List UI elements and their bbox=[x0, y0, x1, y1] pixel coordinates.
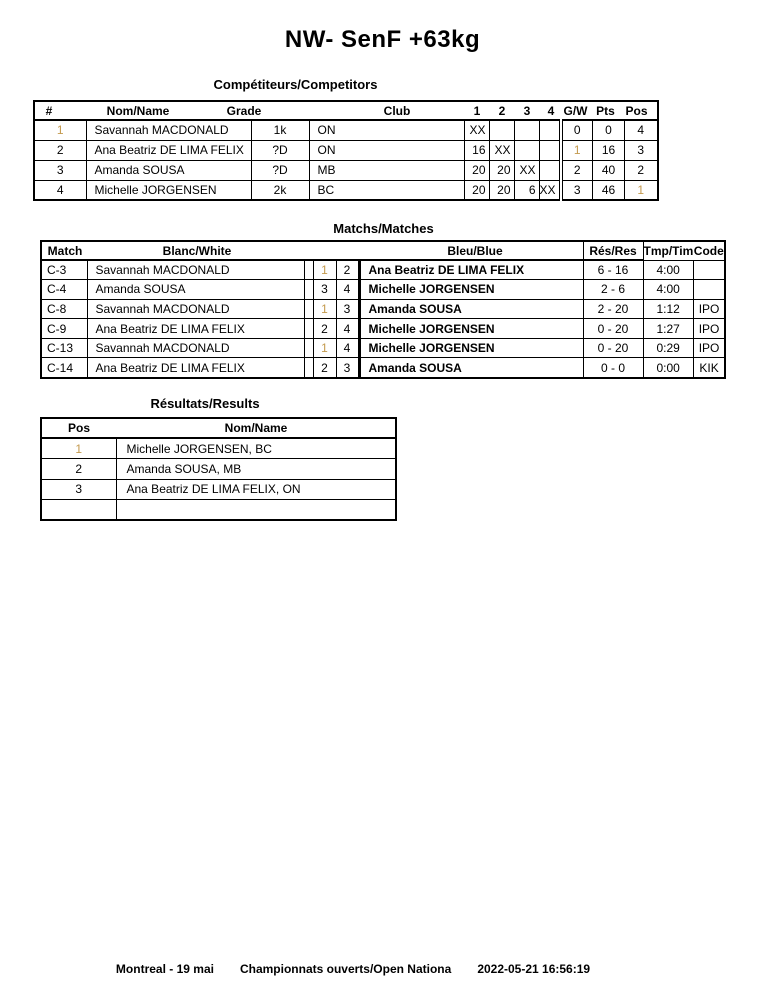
white-competitor-number: 2 bbox=[313, 319, 336, 339]
competitor-grade: 2k bbox=[251, 180, 309, 200]
competitors-header-left bbox=[34, 101, 561, 120]
match-time: 0:29 bbox=[643, 338, 693, 358]
white-competitor-number: 1 bbox=[313, 338, 336, 358]
col-header-name: Nom/Name bbox=[106, 103, 170, 118]
competitors-table bbox=[33, 100, 659, 201]
round1-result: 16 bbox=[464, 140, 489, 160]
white-competitor-name: Amanda SOUSA bbox=[87, 280, 304, 300]
round2-result: XX bbox=[489, 140, 514, 160]
round2-result: 20 bbox=[489, 160, 514, 180]
blue-competitor-number: 3 bbox=[336, 299, 359, 319]
col-header-wins: G/W bbox=[563, 103, 588, 118]
wins-count: 2 bbox=[561, 160, 593, 180]
wins-count: 1 bbox=[561, 140, 593, 160]
match-score: 0 - 20 bbox=[583, 319, 643, 339]
match-code bbox=[693, 260, 725, 280]
result-position bbox=[41, 500, 116, 521]
col-header-time: Tmp/Tim bbox=[643, 243, 694, 258]
match-row bbox=[41, 338, 725, 358]
matches-table bbox=[40, 240, 726, 379]
blue-competitor-name: Michelle JORGENSEN bbox=[359, 319, 583, 339]
white-competitor-number: 3 bbox=[313, 280, 336, 300]
competitor-row bbox=[34, 120, 658, 140]
white-competitor-name: Ana Beatriz DE LIMA FELIX bbox=[87, 358, 304, 378]
results-section-title: Résultats/Results bbox=[150, 396, 260, 411]
spacer-cell bbox=[304, 319, 313, 339]
col-header-blue: Bleu/Blue bbox=[447, 243, 503, 258]
match-score: 6 - 16 bbox=[583, 260, 643, 280]
white-competitor-number: 1 bbox=[313, 260, 336, 280]
match-score: 2 - 20 bbox=[583, 299, 643, 319]
wins-count: 3 bbox=[561, 180, 593, 200]
points-total: 16 bbox=[593, 140, 625, 160]
competitor-number: 2 bbox=[34, 140, 86, 160]
final-position: 3 bbox=[625, 140, 658, 160]
blue-competitor-name: Michelle JORGENSEN bbox=[359, 338, 583, 358]
blue-competitor-number: 3 bbox=[336, 358, 359, 378]
points-total: 40 bbox=[593, 160, 625, 180]
competitor-row bbox=[34, 180, 658, 200]
round1-result: XX bbox=[464, 120, 489, 140]
competitor-grade: 1k bbox=[251, 120, 309, 140]
spacer-cell bbox=[304, 299, 313, 319]
match-row bbox=[41, 260, 725, 280]
col-header-number: # bbox=[45, 103, 53, 118]
page-footer bbox=[0, 962, 706, 976]
match-score: 2 - 6 bbox=[583, 280, 643, 300]
round3-result: 6 bbox=[514, 180, 539, 200]
match-id: C-4 bbox=[41, 280, 87, 300]
match-time: 4:00 bbox=[643, 260, 693, 280]
result-position: 2 bbox=[41, 459, 116, 480]
competitor-club: ON bbox=[309, 120, 464, 140]
match-id: C-13 bbox=[41, 338, 87, 358]
match-time: 1:12 bbox=[643, 299, 693, 319]
round4-result: XX bbox=[539, 180, 561, 200]
white-competitor-number: 1 bbox=[313, 299, 336, 319]
blue-competitor-name: Ana Beatriz DE LIMA FELIX bbox=[359, 260, 583, 280]
col-header-points: Pts bbox=[596, 103, 615, 118]
wins-count: 0 bbox=[561, 120, 593, 140]
competitor-number: 4 bbox=[34, 180, 86, 200]
white-competitor-name: Savannah MACDONALD bbox=[87, 338, 304, 358]
competitors-header-row bbox=[34, 101, 658, 120]
white-competitor-name: Ana Beatriz DE LIMA FELIX bbox=[87, 319, 304, 339]
round2-result bbox=[489, 120, 514, 140]
competitor-name: Ana Beatriz DE LIMA FELIX bbox=[86, 140, 251, 160]
white-competitor-number: 2 bbox=[313, 358, 336, 378]
col-header-position: Pos bbox=[625, 103, 648, 118]
match-row bbox=[41, 319, 725, 339]
match-code: IPO bbox=[693, 299, 725, 319]
competitor-name: Amanda SOUSA bbox=[86, 160, 251, 180]
spacer-cell bbox=[304, 280, 313, 300]
match-time: 0:00 bbox=[643, 358, 693, 378]
competitor-club: MB bbox=[309, 160, 464, 180]
final-position: 4 bbox=[625, 120, 658, 140]
round1-result: 20 bbox=[464, 180, 489, 200]
col-header-name bbox=[116, 418, 396, 438]
round1-result: 20 bbox=[464, 160, 489, 180]
final-position: 2 bbox=[625, 160, 658, 180]
result-name bbox=[116, 500, 396, 521]
match-score: 0 - 0 bbox=[583, 358, 643, 378]
competitors-header-right bbox=[561, 101, 658, 120]
white-competitor-name: Savannah MACDONALD bbox=[87, 299, 304, 319]
round4-result bbox=[539, 140, 561, 160]
result-row bbox=[41, 479, 396, 500]
col-header-match: Match bbox=[47, 243, 83, 258]
col-header-round3: 3 bbox=[523, 103, 531, 118]
match-code: IPO bbox=[693, 319, 725, 339]
final-position: 1 bbox=[625, 180, 658, 200]
match-row bbox=[41, 299, 725, 319]
round3-result bbox=[514, 120, 539, 140]
results-header-row bbox=[41, 418, 396, 438]
result-name: Michelle JORGENSEN, BC bbox=[116, 438, 396, 459]
blue-competitor-number: 2 bbox=[336, 260, 359, 280]
competitor-row bbox=[34, 160, 658, 180]
result-position: 3 bbox=[41, 479, 116, 500]
match-score: 0 - 20 bbox=[583, 338, 643, 358]
match-code: IPO bbox=[693, 338, 725, 358]
match-code bbox=[693, 280, 725, 300]
matches-section-title: Matchs/Matches bbox=[333, 221, 434, 236]
matches-header-left bbox=[41, 241, 583, 260]
result-row bbox=[41, 438, 396, 459]
result-name: Amanda SOUSA, MB bbox=[116, 459, 396, 480]
points-total: 0 bbox=[593, 120, 625, 140]
footer-timestamp: 2022-05-21 16:56:19 bbox=[477, 962, 591, 976]
competitor-grade: ?D bbox=[251, 140, 309, 160]
col-header-round4: 4 bbox=[547, 103, 555, 118]
col-header-white: Blanc/White bbox=[162, 243, 232, 258]
footer-location-date: Montreal - 19 mai bbox=[115, 962, 214, 976]
competitor-name: Michelle JORGENSEN bbox=[86, 180, 251, 200]
competitor-club: BC bbox=[309, 180, 464, 200]
competitor-row bbox=[34, 140, 658, 160]
match-code: KIK bbox=[693, 358, 725, 378]
points-total: 46 bbox=[593, 180, 625, 200]
round3-result bbox=[514, 140, 539, 160]
round3-result: XX bbox=[514, 160, 539, 180]
col-header-grade: Grade bbox=[226, 103, 262, 118]
match-id: C-9 bbox=[41, 319, 87, 339]
result-position: 1 bbox=[41, 438, 116, 459]
blue-competitor-name: Michelle JORGENSEN bbox=[359, 280, 583, 300]
competitor-grade: ?D bbox=[251, 160, 309, 180]
results-name-label: Nom/Name bbox=[224, 421, 288, 435]
round2-result: 20 bbox=[489, 180, 514, 200]
col-header-code: Code bbox=[693, 243, 724, 258]
competitor-number: 3 bbox=[34, 160, 86, 180]
col-header-round1: 1 bbox=[473, 103, 481, 118]
competitor-number: 1 bbox=[34, 120, 86, 140]
competitor-name: Savannah MACDONALD bbox=[86, 120, 251, 140]
result-name: Ana Beatriz DE LIMA FELIX, ON bbox=[116, 479, 396, 500]
page-title: NW- SenF +63kg bbox=[284, 26, 481, 53]
match-row bbox=[41, 358, 725, 378]
results-pos-label: Pos bbox=[67, 421, 91, 435]
results-table bbox=[40, 417, 397, 521]
blue-competitor-name: Amanda SOUSA bbox=[359, 358, 583, 378]
match-id: C-3 bbox=[41, 260, 87, 280]
result-row bbox=[41, 459, 396, 480]
col-header-result: Rés/Res bbox=[583, 241, 643, 260]
col-header-club: Club bbox=[383, 103, 411, 118]
match-id: C-8 bbox=[41, 299, 87, 319]
competitor-club: ON bbox=[309, 140, 464, 160]
white-competitor-name: Savannah MACDONALD bbox=[87, 260, 304, 280]
spacer-cell bbox=[304, 260, 313, 280]
col-header-position bbox=[41, 418, 116, 438]
col-header-round2: 2 bbox=[498, 103, 506, 118]
matches-header-row bbox=[41, 241, 725, 260]
match-id: C-14 bbox=[41, 358, 87, 378]
blue-competitor-number: 4 bbox=[336, 280, 359, 300]
blue-competitor-name: Amanda SOUSA bbox=[359, 299, 583, 319]
blue-competitor-number: 4 bbox=[336, 319, 359, 339]
match-row bbox=[41, 280, 725, 300]
spacer-cell bbox=[304, 338, 313, 358]
competitors-section-title: Compétiteurs/Competitors bbox=[213, 77, 378, 92]
match-time: 4:00 bbox=[643, 280, 693, 300]
footer-event-name: Championnats ouverts/Open Nationa bbox=[239, 962, 452, 976]
spacer-cell bbox=[304, 358, 313, 378]
round4-result bbox=[539, 160, 561, 180]
result-row bbox=[41, 500, 396, 521]
match-time: 1:27 bbox=[643, 319, 693, 339]
blue-competitor-number: 4 bbox=[336, 338, 359, 358]
round4-result bbox=[539, 120, 561, 140]
